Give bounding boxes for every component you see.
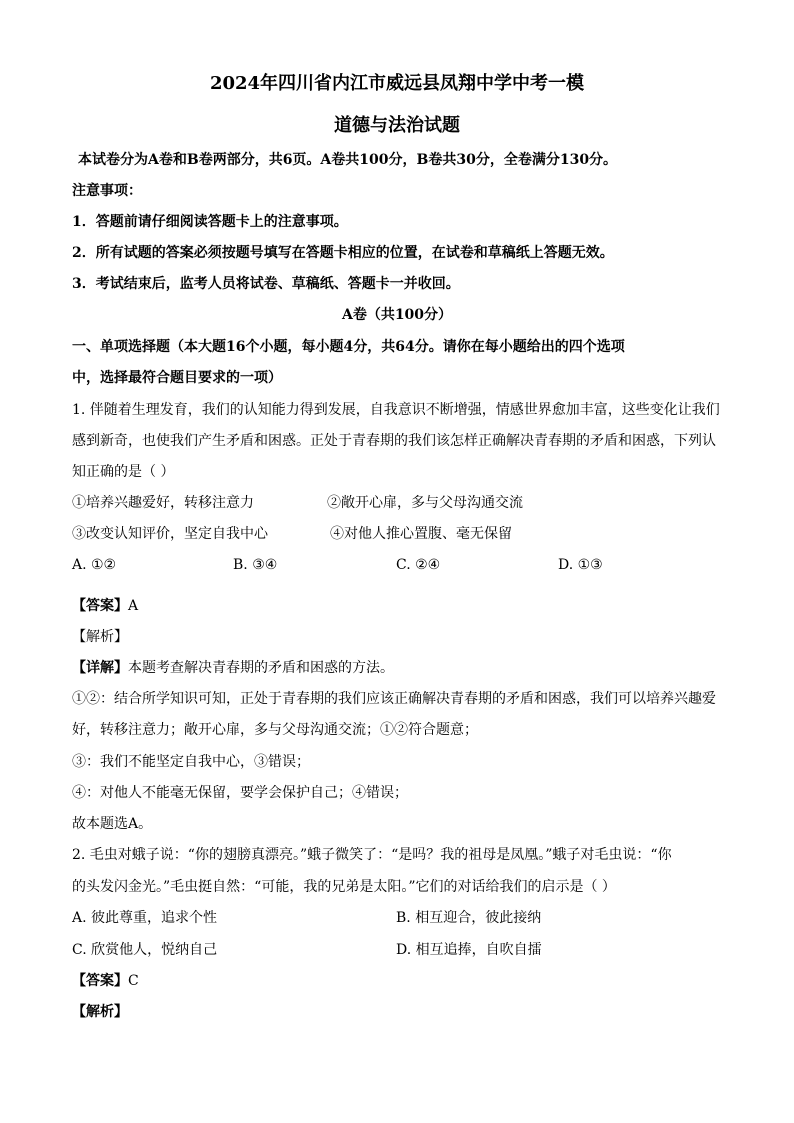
q1-statement: ④对他人推心置腹、毫无保留 — [330, 526, 512, 542]
q1-detail — [72, 658, 394, 678]
q2-option-b: B. 相互迎合，彼此接纳 — [396, 910, 542, 926]
notice-item: 2．所有试题的答案必须按题号填写在答题卡相应的位置，在试卷和草稿纸上答题无效。 — [72, 245, 614, 261]
q1-stem-line: 感到新奇，也使我们产生矛盾和困惑。正处于青春期的我们该怎样正确解决青春期的矛盾和困惑，下列认 — [72, 433, 716, 449]
q1-statement: ①培养兴趣爱好，转移注意力 — [72, 495, 254, 511]
answer-tag: 【答案】 — [72, 598, 128, 614]
q1-explain-line: ④：对他人不能毫无保留，要学会保护自己；④错误； — [72, 785, 408, 801]
q1-statement: ③改变认知评价，坚定自我中心 — [72, 526, 268, 542]
notice-heading: 注意事项： — [72, 183, 142, 199]
detail-tag: 【详解】 — [72, 660, 128, 676]
notice-item: 3．考试结束后，监考人员将试卷、草稿纸、答题卡一并收回。 — [72, 276, 460, 292]
q1-statement: ②敞开心扉，多与父母沟通交流 — [327, 495, 523, 511]
q1-option-c: C. ②④ — [396, 557, 441, 573]
q2-analysis-tag: 【解析】 — [72, 1004, 128, 1020]
q2-option-c: C. 欣赏他人，悦纳自己 — [72, 942, 218, 958]
q1-analysis-tag: 【解析】 — [72, 629, 128, 645]
q1-explain-line: ①②：结合所学知识可知，正处于青春期的我们应该正确解决青春期的矛盾和困惑，我们可以培养兴趣爱 — [72, 691, 716, 707]
answer-tag: 【答案】 — [72, 973, 128, 989]
q1-option-a: A. ①② — [72, 557, 117, 573]
q2-stem-line: 2. 毛虫对蛾子说：“你的翅膀真漂亮。”蛾子微笑了：“是吗？我的祖母是凤凰。”蛾子对毛虫说：“你 — [72, 847, 672, 863]
q1-explain-line: 故本题选A。 — [72, 816, 153, 832]
q1-answer — [72, 596, 138, 616]
detail-text: 本题考查解决青春期的矛盾和困惑的方法。 — [128, 660, 394, 676]
q1-option-b: B. ③④ — [233, 557, 278, 573]
notice-item: 1．答题前请仔细阅读答题卡上的注意事项。 — [72, 214, 348, 230]
page-title: 2024年四川省内江市威远县凤翔中学中考一模 — [209, 73, 585, 94]
q2-stem-line: 的头发闪金光。”毛虫挺自然：“可能，我的兄弟是太阳。”它们的对话给我们的启示是（ ） — [72, 879, 616, 895]
answer-value: A — [128, 598, 139, 614]
q2-option-d: D. 相互追捧，自吹自擂 — [396, 942, 542, 958]
intro-text: 本试卷分为A卷和B卷两部分，共6页。A卷共100分，B卷共30分，全卷满分130分。 — [78, 152, 618, 168]
answer-value: C — [128, 973, 139, 989]
q1-explain-line: 好，转移注意力；敞开心扉，多与父母沟通交流；①②符合题意； — [72, 722, 478, 738]
q2-answer — [72, 971, 139, 991]
q2-option-a: A. 彼此尊重，追求个性 — [72, 910, 218, 926]
part1-instruction: 一、单项选择题（本大题16个小题，每小题4分，共64分。请你在每小题给出的四个选项 — [72, 339, 625, 355]
q1-option-d: D. ①③ — [558, 557, 603, 573]
section-a-heading: A卷（共100分） — [341, 307, 453, 323]
q1-stem-line: 知正确的是（ ） — [72, 464, 175, 480]
page-subtitle: 道德与法治试题 — [334, 115, 460, 136]
part1-instruction: 中，选择最符合题目要求的一项） — [72, 370, 282, 386]
q1-explain-line: ③：我们不能坚定自我中心，③错误； — [72, 754, 310, 770]
q1-stem-line: 1. 伴随着生理发育，我们的认知能力得到发展，自我意识不断增强，情感世界愈加丰富，这些变化让我们 — [72, 402, 720, 418]
